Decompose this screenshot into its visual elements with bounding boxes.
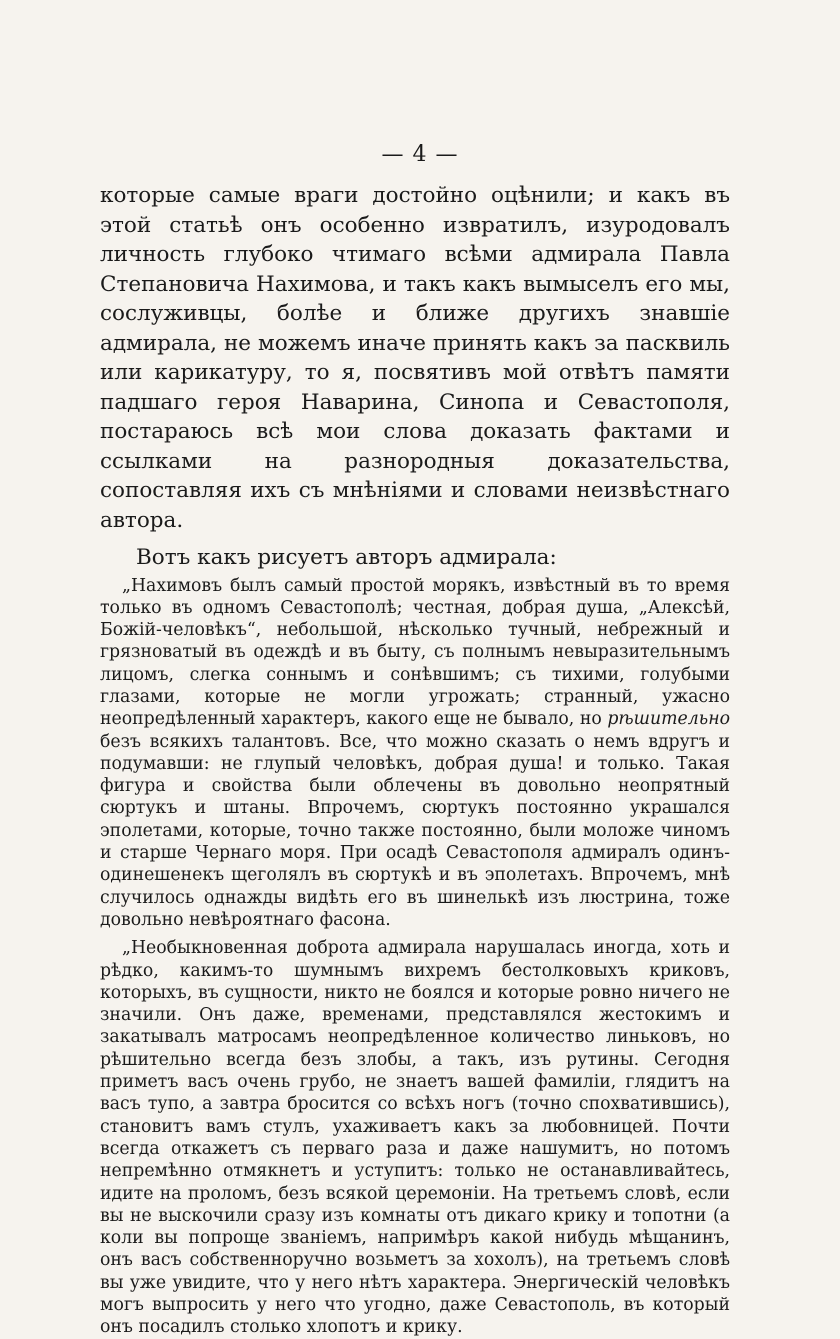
quote-1-text-end: безъ всякихъ талантовъ. Все, что можно сказать о немъ вдругъ и подумавши: не глупый человѣкъ, добрая душа! и только. Такая фигура и свойства были облечены въ довольно неопрятный сюртукъ и штаны. Впрочемъ, сюртукъ постоянно украшался эполетами, которые, точно также постоянно, были моложе чиномъ и старше Чернаго моря. При осадѣ Севастополя адмиралъ одинъ-одинешенекъ щеголялъ въ сюртукѣ и въ эполетахъ. Впрочемъ, мнѣ случилось однажды видѣть его въ шинелькѣ изъ люстрина, тоже довольно невѣроятнаго фасона. [100,731,730,930]
main-paragraph: которые самые враги достойно оцѣнили; и какъ въ этой статьѣ онъ особенно извратилъ, изуродовалъ личность глубоко чтимаго всѣми адмирала Павла Степановича Нахимова, и такъ какъ вымыселъ его мы, сослуживцы, болѣе и ближе другихъ знавшіе адмирала, не можемъ иначе принять какъ за пасквиль или карикатуру, то я, посвятивъ мой отвѣтъ памяти падшаго героя Наварина, Синопа и Севастополя, постараюсь всѣ мои слова доказать фактами и ссылками на разнородныя доказательства, сопоставляя ихъ съ мнѣніями и словами неизвѣстнаго автора. [100,183,730,533]
quote-paragraph-2: „Необыкновенная доброта адмирала нарушалась иногда, хоть и рѣдко, какимъ-то шумнымъ вихремъ бестолковыхъ криковъ, которыхъ, въ сущности, никто не боялся и которые ровно ничего не значили. Онъ даже, временами, представлялся жестокимъ и закатывалъ матросамъ неопредѣленное количество линьковъ, но рѣшительно всегда безъ злобы, а такъ, изъ рутины. Сегодня приметъ васъ очень грубо, не знаетъ вашей фамиліи, глядитъ на васъ тупо, а завтра бросится со всѣхъ ногъ (точно спохватившись), становитъ вамъ стулъ, ухаживаетъ какъ за любовницей. Почти всегда откажетъ съ перваго раза и даже нашумитъ, но потомъ непремѣнно отмякнетъ и уступитъ: только не останавливайтесь, идите на проломъ, безъ всякой церемоніи. На третьемъ словѣ, если вы не выскочили сразу изъ комнаты отъ дикаго крику и топотни (а коли вы попроще званіемъ, напримѣръ какой нибудь мѣщанинъ, онъ васъ собственноручно возьметъ за хохолъ), на третьемъ словѣ вы уже увидите, что у него нѣтъ характера. Энергическій человѣкъ могъ выпросить у него что угодно, даже Севастополь, въ который онъ посадилъ столько хлопотъ и крику. [100,938,730,1338]
quote-1-text-start: „Нахимовъ былъ самый простой морякъ, извѣстный въ то время только въ одномъ Севастополѣ; честная, добрая душа, „Алексѣй, Божій-человѣкъ“, небольшой, нѣсколько тучный, небрежный и грязноватый въ одеждѣ и въ быту, съ полнымъ невыразительнымъ лицомъ, слегка соннымъ и сонѣвшимъ; съ тихими, голубыми глазами, которые не могли угрожать; странный, ужасно неопредѣленный характеръ, какого еще не бывало, но [100,575,730,730]
page-number: — 4 — [381,142,459,167]
quote-1-emphasis: рѣшительно [607,709,730,730]
page-body [100,181,730,1339]
quote-paragraph-1 [100,575,730,932]
intro-line: Вотъ какъ рисуетъ авторъ адмирала: [136,545,557,570]
